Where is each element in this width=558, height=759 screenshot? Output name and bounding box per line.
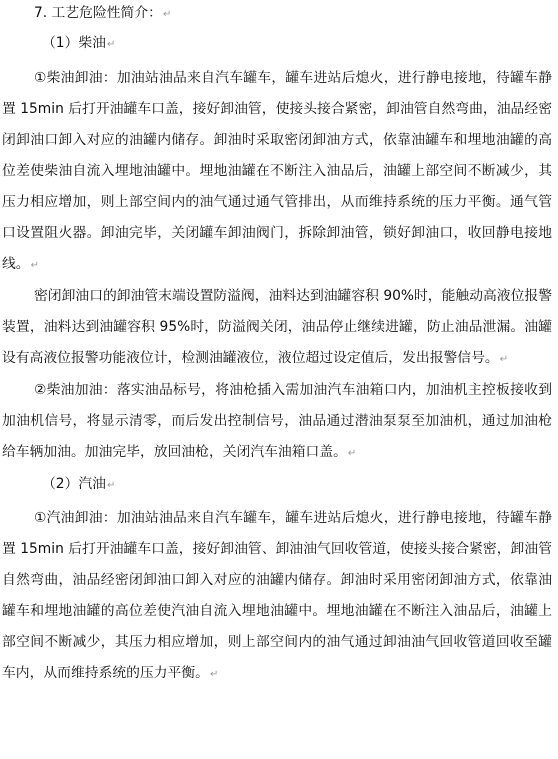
subsection-heading-text: （2）汽油: [42, 476, 106, 492]
paragraph-mark-icon: ↵: [106, 480, 116, 491]
paragraph-diesel-refueling: [2, 375, 552, 469]
paragraph-mark-icon: ↵: [30, 260, 39, 271]
paragraph-text: 密闭卸油口的卸油管末端设置防溢阀，油料达到油罐容积 90%时，能触动高液位报警装置，油料达到油罐容积 95%时，防溢阀关闭，油品停止继续进罐，防止油品泄漏。油罐设有高液位报警功能液位计，检测油罐液位，液位超过设定值后，发出报警信号。: [2, 288, 552, 366]
paragraph-mark-icon: ↵: [347, 448, 357, 459]
section-heading: [2, 2, 552, 26]
paragraph-diesel-unloading: [2, 63, 552, 281]
subsection-heading-diesel: [2, 32, 552, 56]
paragraph-text: ②柴油加油：落实油品标号，将油枪插入需加油汽车油箱口内，加油机主控板接收到加油机信号，将显示清零，而后发出控制信号，油品通过潜油泵泵至加油机，通过加油枪给车辆加油。加油完毕，放回油枪，关闭汽车油箱口盖。: [2, 382, 552, 460]
paragraph-text: ①柴油卸油：加油站油品来自汽车罐车，罐车进站后熄火，进行静电接地，待罐车静置 15min 后打开油罐车口盖，接好卸油管，使接头接合紧密，卸油管自然弯曲，油品经密闭卸油口卸入对应的油罐内储存。卸油时采取密闭卸油方式，依靠油罐车和埋地油罐的高位差使柴油自流入埋地油罐中。埋地油罐在不断注入油品后，油罐上部空间不断减少，其压力相应增加，则上部空间内的油气通过通气管排出，从而维持系统的压力平衡。通气管口设置阻火器。卸油完毕，关闭罐车卸油阀门，拆除卸油管，锁好卸油口，收回静电接地线。: [2, 70, 552, 272]
subsection-heading-text: （1）柴油: [42, 35, 106, 51]
paragraph-text: ①汽油卸油：加油站油品来自汽车罐车，罐车进站后熄火，进行静电接地，待罐车静置 15min 后打开油罐车口盖，接好卸油管、卸油油气回收管道，使接头接合紧密，卸油管自然弯曲，油品经密闭卸油口卸入对应的油罐内储存。卸油时采用密闭卸油方式，依靠油罐车和埋地油罐的高位差使汽油自流入埋地油罐中。埋地油罐在不断注入油品后，油罐上部空间不断减少，其压力相应增加，则上部空间内的油气通过卸油油气回收管道回收至罐车内，从而维持系统的压力平衡。: [2, 510, 552, 681]
section-heading-text: 7. 工艺危险性简介：: [34, 5, 162, 21]
subsection-heading-gasoline: [2, 473, 552, 497]
paragraph-mark-icon: ↵: [209, 669, 219, 680]
paragraph-mark-icon: ↵: [499, 354, 509, 365]
paragraph-mark-icon: ↵: [162, 9, 172, 20]
paragraph-overflow-valve: [2, 281, 552, 375]
paragraph-mark-icon: ↵: [106, 39, 116, 50]
paragraph-gasoline-unloading: [2, 503, 552, 690]
